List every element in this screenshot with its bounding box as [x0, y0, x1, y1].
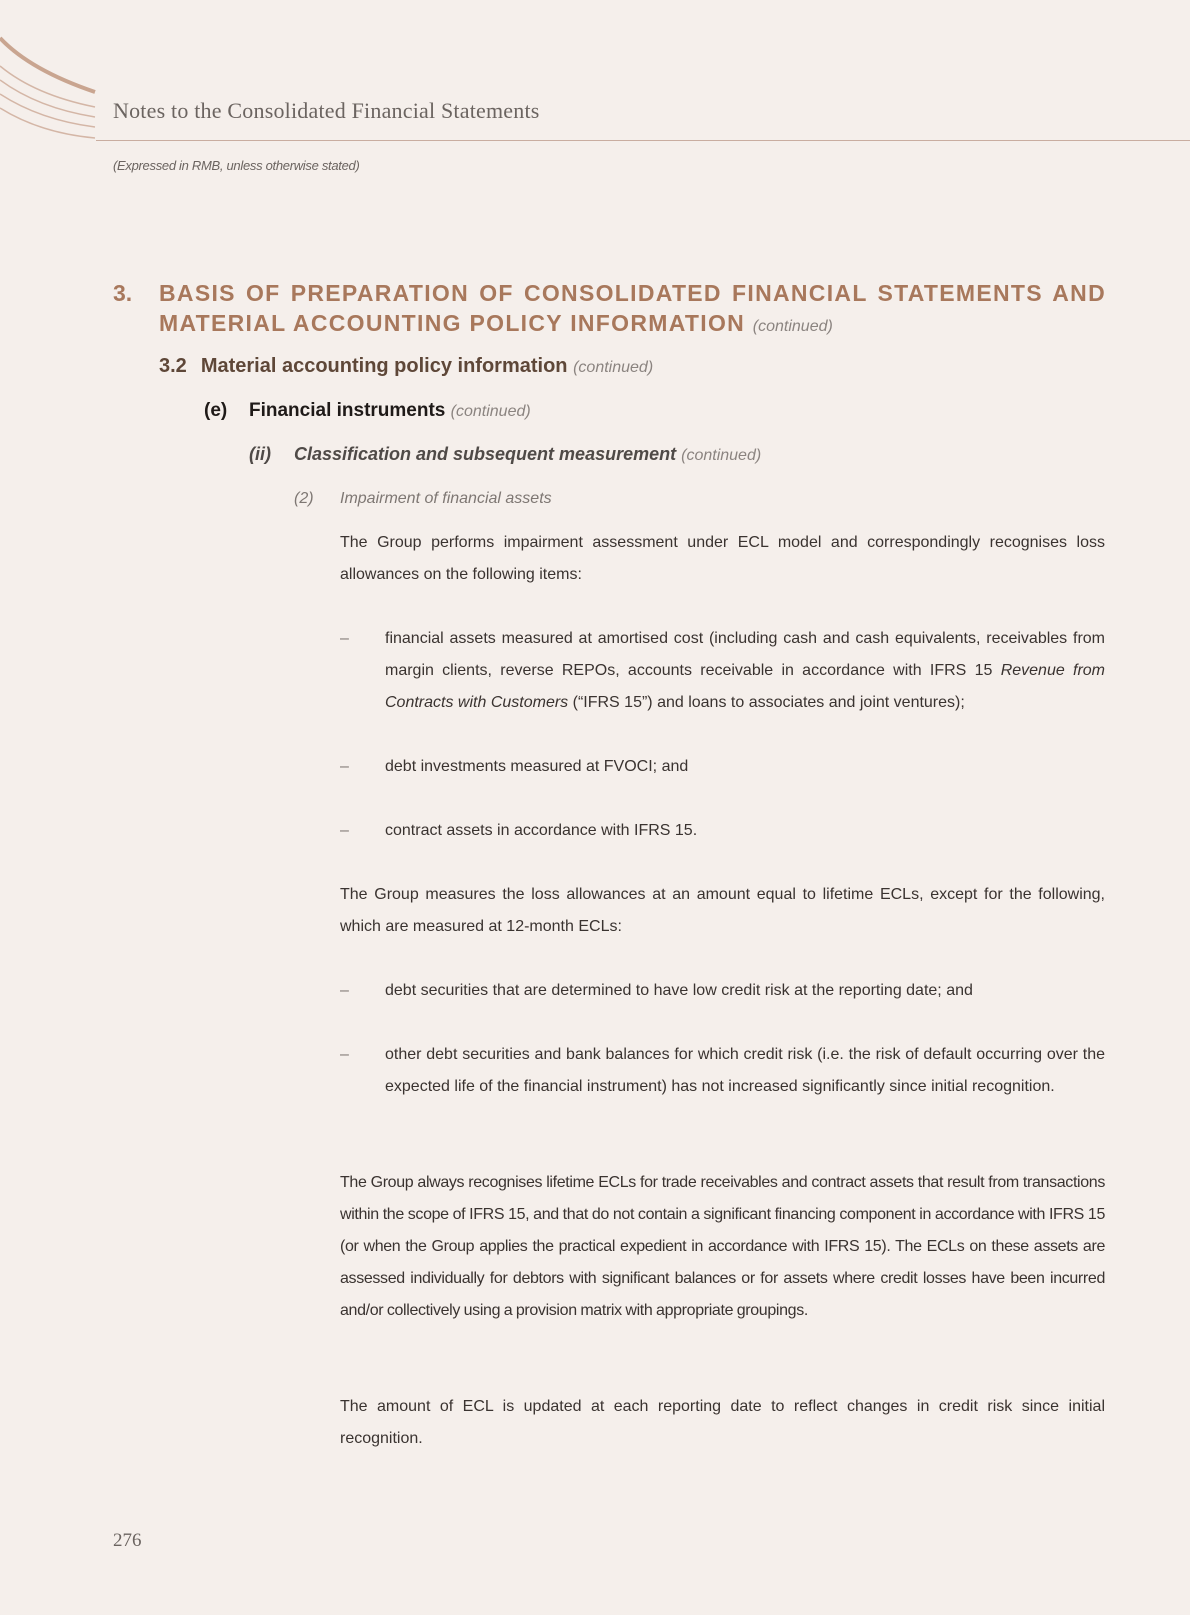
section-3-2-number: 3.2 — [159, 355, 187, 377]
dash-marker: – — [340, 630, 349, 647]
bullet-text: other debt securities and bank balances for which credit risk (i.e. the risk of default occurring over the expected life of the financial instrument) has not increased significantly since initial recognition. — [385, 1046, 1105, 1095]
section-ii-heading — [249, 444, 761, 465]
continued-label: (continued) — [450, 403, 531, 420]
running-header-title: Notes to the Consolidated Financial Statements — [113, 98, 540, 123]
bullet-1-italic-title: Revenue from Contracts with Customers — [385, 662, 1106, 711]
section-ii-title: Classification and subsequent measurement — [294, 444, 677, 464]
header-divider — [96, 140, 1190, 141]
section-3-2-heading — [159, 355, 653, 378]
continued-label: (continued) — [752, 318, 833, 335]
currency-note: (Expressed in RMB, unless otherwise stated) — [113, 158, 360, 173]
continued-label: (continued) — [573, 359, 654, 376]
subsection-2-number: (2) — [294, 490, 314, 507]
bullet-1-text-start: financial assets measured at amortised cost (including cash and cash equivalents, receivables from margin clients, reverse REPOs, accounts receivable in accordance with IFRS 15 — [385, 630, 1105, 679]
section-e-number: (e) — [204, 400, 228, 421]
section-3-title-line2-text: MATERIAL ACCOUNTING POLICY INFORMATION — [159, 310, 746, 336]
paragraph-ecl-update: The amount of ECL is updated at each reporting date to reflect changes in credit risk since initial recognition. — [340, 1398, 1105, 1447]
paragraph-intro: The Group performs impairment assessment under ECL model and correspondingly recognises loss allowances on the following items: — [340, 534, 1105, 583]
bullet-text: debt securities that are determined to have low credit risk at the reporting date; and — [385, 982, 973, 999]
dash-marker: – — [340, 822, 349, 839]
continued-label: (continued) — [681, 447, 762, 464]
subsection-2-title: Impairment of financial assets — [340, 490, 552, 507]
page-number: 276 — [113, 1530, 142, 1551]
bullet-text — [385, 623, 1105, 719]
subsection-2-heading — [294, 490, 552, 508]
dash-marker: – — [340, 758, 349, 775]
section-3-title-line2 — [159, 308, 1106, 342]
bullet-1-text-end: (“IFRS 15”) and loans to associates and joint ventures); — [568, 694, 965, 711]
dash-marker: – — [340, 1046, 349, 1063]
section-ii-number: (ii) — [249, 444, 271, 464]
bullet-text: contract assets in accordance with IFRS 15. — [385, 822, 698, 839]
bullet-text: debt investments measured at FVOCI; and — [385, 758, 689, 775]
dash-marker: – — [340, 982, 349, 999]
section-e-heading — [204, 400, 531, 422]
section-3-2-title: Material accounting policy information — [200, 355, 568, 377]
section-3-title-line1: BASIS OF PREPARATION OF CONSOLIDATED FINANCIAL STATEMENTS AND — [159, 280, 1106, 306]
paragraph-lifetime-ecl: The Group always recognises lifetime ECLs for trade receivables and contract assets that result from transactions within the scope of IFRS 15, and that do not contain a significant financing component in accordance with IFRS 15 (or when the Group applies the practical expedient in accordance with IFRS 15). The ECLs on these assets are assessed individually for debtors with significant balances or for assets where credit losses have been incurred and/or collectively using a provision matrix with appropriate groupings. — [340, 1174, 1105, 1319]
corner-arc-decoration — [0, 0, 100, 145]
paragraph-measurement: The Group measures the loss allowances at an amount equal to lifetime ECLs, except for the following, which are measured at 12-month ECLs: — [340, 886, 1105, 935]
section-3-number: 3. — [113, 280, 133, 306]
section-e-title: Financial instruments — [249, 400, 446, 421]
